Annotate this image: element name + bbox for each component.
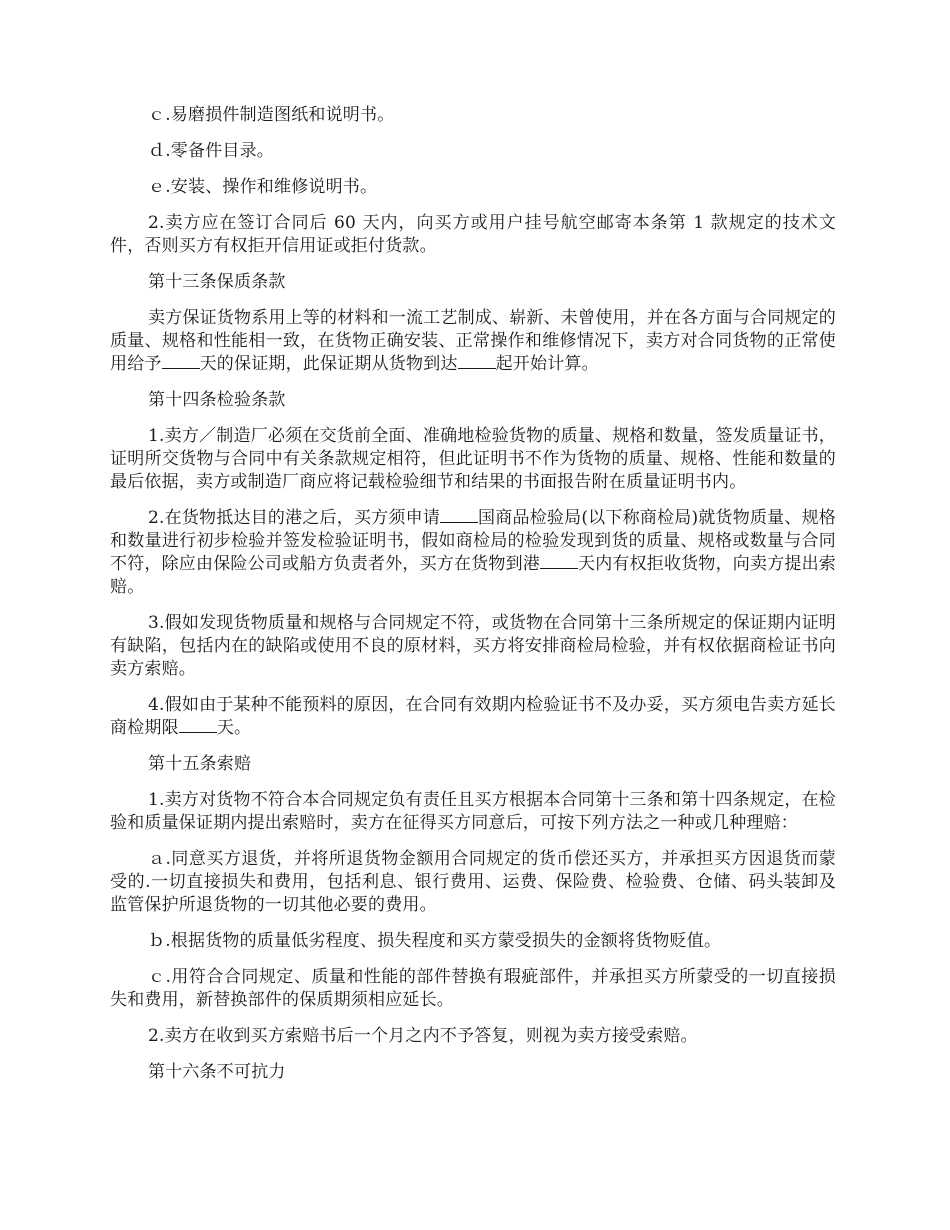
fill-in-blank	[162, 354, 200, 369]
paragraph-text: 1.卖方／制造厂必须在交货前全面、准确地检验货物的质量、规格和数量，签发质量证书，证明所交货物与合同中有关条款规定相符，但此证明书不作为货物的质量、规格、性能和数量的最后依据，卖方或制造厂商应将记载检验细节和结果的书面报告附在质量证明书内。	[110, 426, 836, 492]
paragraph-text: ｄ.零备件目录。	[148, 141, 275, 161]
paragraph-spacer	[110, 412, 836, 425]
paragraph	[110, 212, 836, 258]
document-page	[110, 104, 836, 1084]
paragraph-spacer	[110, 294, 836, 307]
paragraph-text: 第十六条不可抗力	[148, 1062, 286, 1082]
paragraph	[110, 753, 836, 776]
paragraph-spacer	[110, 376, 836, 389]
paragraph	[110, 140, 836, 163]
paragraph-spacer	[110, 740, 836, 753]
paragraph	[110, 612, 836, 681]
paragraph-spacer	[110, 163, 836, 176]
paragraph-text: ｃ.易磨损件制造图纸和说明书。	[148, 105, 395, 125]
paragraph-text: 1.卖方对货物不符合本合同规定负有责任且买方根据本合同第十三条和第十四条规定，在检验和质量保证期内提出索赔时，卖方在征得买方同意后，可按下列方法之一种或几种理赔：	[110, 790, 836, 833]
paragraph-spacer	[110, 681, 836, 694]
fill-in-blank	[179, 718, 217, 733]
paragraph	[110, 1061, 836, 1084]
paragraph-spacer	[110, 1012, 836, 1025]
paragraph-text: 第十三条保质条款	[148, 272, 286, 292]
paragraph-text: 第十五条索赔	[148, 754, 252, 774]
paragraph-spacer	[110, 776, 836, 789]
paragraph-text: 天的保证期，此保证期从货物到达	[199, 354, 458, 374]
paragraph-text: 天。	[216, 718, 252, 738]
paragraph	[110, 307, 836, 376]
paragraph	[110, 425, 836, 494]
paragraph	[110, 271, 836, 294]
paragraph	[110, 176, 836, 199]
paragraph	[110, 848, 836, 917]
paragraph-spacer	[110, 917, 836, 930]
paragraph-spacer	[110, 494, 836, 507]
paragraph-text: ｃ.用符合合同规定、质量和性能的部件替换有瑕疵部件，并承担买方所蒙受的一切直接损失和费用，新替换部件的保质期须相应延长。	[110, 967, 836, 1010]
paragraph-spacer	[110, 599, 836, 612]
paragraph-text: 第十四条检验条款	[148, 390, 286, 410]
paragraph-spacer	[110, 127, 836, 140]
paragraph-text: 3.假如发现货物质量和规格与合同规定不符，或货物在合同第十三条所规定的保证期内证明有缺陷，包括内在的缺陷或使用不良的原材料，买方将安排商检局检验，并有权依据商检证书向卖方索赔。	[110, 613, 836, 679]
paragraph-text: 2.卖方应在签订合同后 60 天内，向买方或用户挂号航空邮寄本条第 1 款规定的技术文件，否则买方有权拒开信用证或拒付货款。	[110, 213, 836, 256]
paragraph	[110, 104, 836, 127]
fill-in-blank	[440, 508, 478, 523]
paragraph	[110, 789, 836, 835]
paragraph	[110, 389, 836, 412]
paragraph-text: 卖方保证货物系用上等的材料和一流工艺制成、崭新、未曾使用，并在各方面与合同规定的质量、规格和性能相一致，在货物正确安装、正常操作和维修情况下，卖方对合同货物的正常使用给予	[110, 308, 836, 374]
paragraph	[110, 694, 836, 740]
paragraph-spacer	[110, 258, 836, 271]
paragraph-text: 天内有权拒收货物，向卖方提出索赔。	[110, 554, 836, 597]
paragraph-text: ｅ.安装、操作和维修说明书。	[148, 177, 378, 197]
paragraph-text: 国商品检验局(以下称商检局)就货物质量、规格和数量进行初步检验并签发检验证明书，假如商检局的检验发现到货的质量、规格或数量与合同不符，除应由保险公司或船方负责者外，买方在货物到港	[110, 508, 836, 574]
paragraph	[110, 507, 836, 599]
paragraph-spacer	[110, 1048, 836, 1061]
paragraph-spacer	[110, 835, 836, 848]
paragraph-text: 起开始计算。	[495, 354, 599, 374]
paragraph-spacer	[110, 953, 836, 966]
paragraph-text: 2.在货物抵达目的港之后，买方须申请	[148, 508, 441, 528]
paragraph-text: ａ.同意买方退货，并将所退货物金额用合同规定的货币偿还买方，并承担买方因退货而蒙受的.一切直接损失和费用，包括利息、银行费用、运费、保险费、检验费、仓储、码头装卸及监管保护所退货物的一切其他必要的费用。	[110, 849, 836, 915]
paragraph-text: ｂ.根据货物的质量低劣程度、损失程度和买方蒙受损失的金额将货物贬值。	[148, 931, 722, 951]
paragraph-text: 2.卖方在收到买方索赔书后一个月之内不予答复，则视为卖方接受索赔。	[148, 1026, 698, 1046]
paragraph	[110, 930, 836, 953]
fill-in-blank	[458, 354, 496, 369]
paragraph-text: 4.假如由于某种不能预料的原因，在合同有效期内检验证书不及办妥，买方须电告卖方延长商检期限	[110, 695, 836, 738]
paragraph	[110, 1025, 836, 1048]
fill-in-blank	[540, 554, 578, 569]
paragraph-spacer	[110, 199, 836, 212]
paragraph	[110, 966, 836, 1012]
